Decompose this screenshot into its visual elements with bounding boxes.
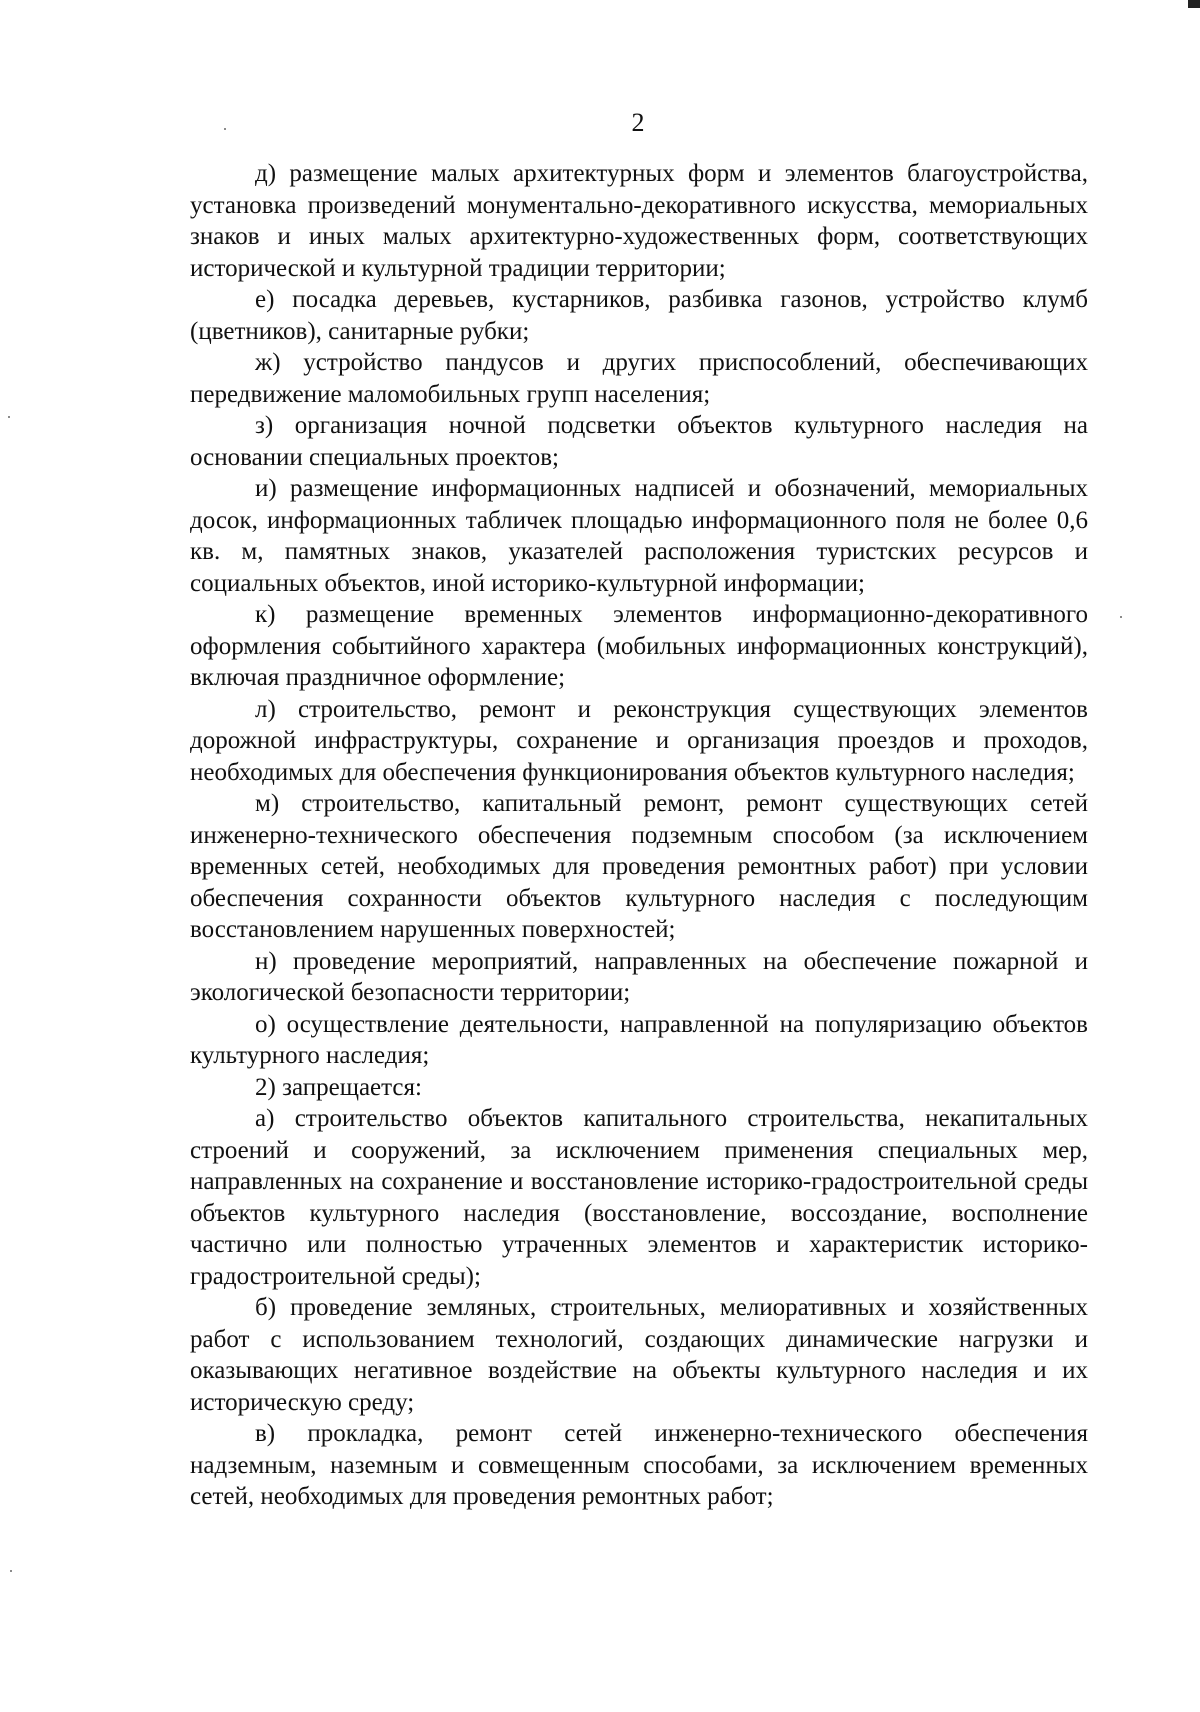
scan-speck: [8, 416, 10, 418]
section-heading-prohibited: 2) запрещается:: [255, 1073, 422, 1101]
paragraph-d: д) размещение малых архитектурных форм и элементов благоустройства, установка произведений монументально-декоративного искусства, мемориальных знаков и иных малых архитектурно-художественных форм, соответствующих исторической и культурной традиции территории;: [190, 160, 1088, 282]
scan-speck: [1120, 616, 1122, 618]
paragraph-a: а) строительство объектов капитального строительства, некапитальных строений и сооружений, за исключением применения специальных мер, направленных на сохранение и восстановление историко-градостроительной среды объектов культурного наследия (восстановление, воссоздание, восполнение частично или полностью утраченных элементов и характеристик историко-градостроительной среды);: [190, 1105, 1088, 1290]
paragraph-l: л) строительство, ремонт и реконструкция существующих элементов дорожной инфраструктуры, сохранение и организация проездов и проходов, необходимых для обеспечения функционирования объектов культурного наследия;: [190, 695, 1088, 786]
paragraph-o: о) осуществление деятельности, направленной на популяризацию объектов культурного наследия;: [190, 1010, 1088, 1069]
page-number: 2: [631, 108, 645, 137]
paragraph-v: в) прокладка, ремонт сетей инженерно-технического обеспечения надземным, наземным и совмещенным способами, за исключением временных сетей, необходимых для проведения ремонтных работ;: [190, 1420, 1088, 1510]
document-body: [190, 158, 1088, 1513]
scan-edge-mark: [1188, 0, 1200, 8]
paragraph-b: б) проведение земляных, строительных, мелиоративных и хозяйственных работ с использованием технологий, создающих динамические нагрузки и оказывающих негативное воздействие на объекты культурного наследия и их историческую среду;: [190, 1294, 1088, 1416]
paragraph-z: з) организация ночной подсветки объектов культурного наследия на основании специальных проектов;: [190, 412, 1088, 471]
paragraph-k: к) размещение временных элементов информационно-декоративного оформления событийного характера (мобильных информационных конструкций), включая праздничное оформление;: [190, 601, 1088, 691]
paragraph-i: и) размещение информационных надписей и обозначений, мемориальных досок, информационных табличек площадью информационного поля не более 0,6 кв. м, памятных знаков, указателей расположения туристских ресурсов и социальных объектов, иной историко-культурной информации;: [190, 475, 1088, 597]
paragraph-n: н) проведение мероприятий, направленных на обеспечение пожарной и экологической безопасности территории;: [190, 947, 1088, 1006]
paragraph-e: е) посадка деревьев, кустарников, разбивка газонов, устройство клумб (цветников), санитарные рубки;: [190, 286, 1088, 345]
scan-speck: [10, 1570, 12, 1572]
paragraph-m: м) строительство, капитальный ремонт, ремонт существующих сетей инженерно-технического обеспечения подземным способом (за исключением временных сетей, необходимых для проведения ремонтных работ) при условии обеспечения сохранности объектов культурного наследия с последующим восстановлением нарушенных поверхностей;: [190, 790, 1088, 943]
paragraph-zh: ж) устройство пандусов и других приспособлений, обеспечивающих передвижение маломобильных групп населения;: [190, 349, 1088, 408]
